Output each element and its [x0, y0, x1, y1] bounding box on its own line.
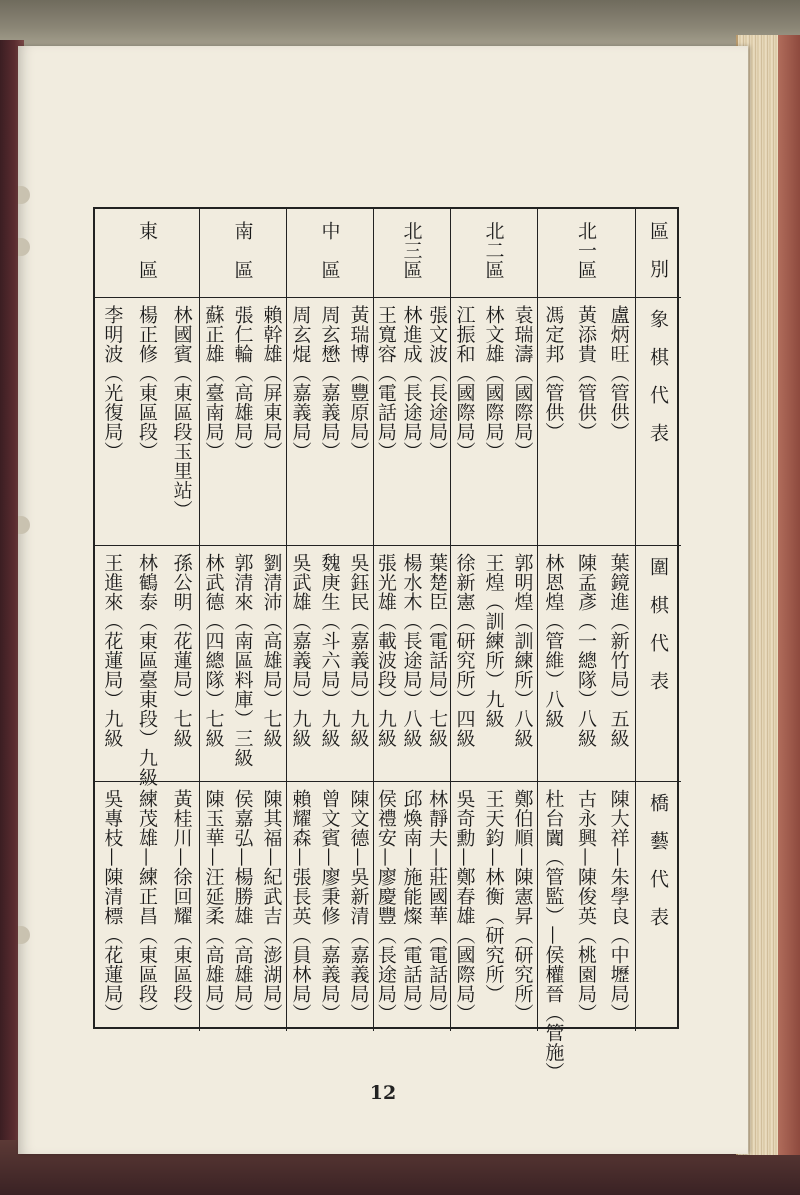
go-entry: 魏庚生（斗六局）九級 — [318, 553, 341, 748]
binding-hole — [18, 186, 30, 204]
go-entry: 陳孟彥（一總隊）八級 — [575, 553, 597, 748]
chess-entry: 張文波（長途局） — [426, 305, 449, 461]
go-entry: 葉鏡進（新竹局）五級 — [607, 553, 630, 748]
representatives-table — [93, 207, 679, 1082]
chess-entry: 李明波（光復局） — [101, 305, 124, 461]
go-entry: 徐新憲（研究所）四級 — [453, 553, 476, 748]
column-divider — [286, 209, 287, 1031]
go-entry: 郭清來（南區料庫）三級 — [231, 553, 254, 768]
binding-hole — [18, 238, 30, 256]
region-name: 北三區 — [400, 221, 423, 280]
column-divider — [537, 209, 538, 1031]
bridge-entry: 黃桂川—徐回耀（東區段） — [170, 789, 193, 1023]
bridge-entry: 練茂雄—練正昌（東區段） — [136, 789, 158, 1023]
go-entry: 吳武雄（嘉義局）九級 — [289, 553, 312, 748]
chess-entry: 楊正修（東區段） — [136, 305, 158, 461]
chess-entry: 黃瑞博（豐原局） — [347, 305, 370, 461]
chess-entry: 黃添貴（管供） — [575, 305, 597, 442]
region-name: 北一區 — [575, 221, 597, 280]
chess-entry: 蘇正雄（臺南局） — [202, 305, 225, 461]
bridge-entry: 曾文賓—廖秉修（嘉義局） — [318, 789, 341, 1023]
chess-entry: 張仁輪（高雄局） — [231, 305, 254, 461]
column-divider — [450, 209, 451, 1031]
chess-entry: 盧炳旺（管供） — [607, 305, 630, 442]
bridge-entry: 侯嘉弘—楊勝雄（高雄局） — [231, 789, 254, 1023]
chess-entry: 林進成（長途局） — [400, 305, 423, 461]
region-name: 北二區 — [482, 221, 505, 280]
page-number: 12 — [369, 1082, 397, 1104]
go-entry: 林恩煌（管維）八級 — [542, 553, 565, 729]
chess-entry: 林文雄（國際局） — [482, 305, 505, 461]
chess-entry: 林國賓（東區段玉里站） — [170, 305, 193, 520]
chess-entry: 江振和（國際局） — [453, 305, 476, 461]
chess-entry: 王寬容（電話局） — [374, 305, 397, 461]
column-divider — [373, 209, 374, 1031]
column-divider — [635, 209, 636, 1031]
bridge-entry: 賴耀森—張長英（員林局） — [289, 789, 312, 1023]
book-cover-top — [0, 0, 800, 46]
chess-entry: 周玄焜（嘉義局） — [289, 305, 312, 461]
section-divider — [95, 297, 681, 298]
bridge-entry: 古永興—陳俊英（桃園局） — [575, 789, 597, 1023]
bridge-entry: 吳奇勳—鄭春雄（國際局） — [453, 789, 476, 1023]
go-entry: 林鶴泰（東區臺東段）九級 — [136, 553, 158, 787]
bridge-entry: 王天鈞—林衡（研究所） — [482, 789, 505, 1004]
region-name: 中 區 — [318, 221, 341, 280]
bridge-entry: 林靜夫—莊國華（電話局） — [426, 789, 449, 1023]
chess-entry: 賴幹雄（屏東局） — [260, 305, 283, 461]
go-entry: 張光雄（載波段）九級 — [374, 553, 397, 748]
binding-hole — [18, 516, 30, 534]
bridge-entry: 邱煥南—施能燦（電話局） — [400, 789, 423, 1023]
bridge-entry: 侯禮安—廖慶豐（長途局） — [374, 789, 397, 1023]
column-divider — [199, 209, 200, 1031]
go-entry: 林武德（四總隊）七級 — [202, 553, 225, 748]
header-go: 圍 棋 代 表 — [647, 557, 669, 690]
go-entry: 孫公明（花蓮局）七級 — [170, 553, 193, 748]
header-chess: 象 棋 代 表 — [647, 309, 669, 442]
bridge-entry: 陳其福—紀武吉（澎湖局） — [260, 789, 283, 1023]
cover-edge — [778, 35, 800, 1155]
binding-hole — [18, 926, 30, 944]
go-entry: 王煌（訓練所）九級 — [482, 553, 505, 729]
bridge-entry: 陳大祥—朱學良（中壢局） — [607, 789, 630, 1023]
region-name: 南 區 — [231, 221, 254, 280]
go-entry: 葉楚臣（電話局）七級 — [426, 553, 449, 748]
bridge-entry: 吳專枝—陳清標（花蓮局） — [101, 789, 124, 1023]
bridge-entry: 陳玉華—汪延柔（高雄局） — [202, 789, 225, 1023]
bridge-entry: 鄭伯順—陳憲昇（研究所） — [511, 789, 534, 1023]
region-name: 東 區 — [136, 221, 158, 280]
go-entry: 郭明煌（訓練所）八級 — [511, 553, 534, 748]
section-divider — [95, 781, 681, 782]
bridge-entry: 杜台闐（管監）—侯權晉（管施） — [542, 789, 565, 1082]
go-entry: 王進來（花蓮局）九級 — [101, 553, 124, 748]
chess-entry: 周玄懋（嘉義局） — [318, 305, 341, 461]
go-entry: 劉清沛（高雄局）七級 — [260, 553, 283, 748]
chess-entry: 馮定邦（管供） — [542, 305, 565, 442]
header-region: 區 別 — [647, 221, 669, 278]
chess-entry: 袁瑞濤（國際局） — [511, 305, 534, 461]
bridge-entry: 陳文德—吳新清（嘉義局） — [347, 789, 370, 1023]
header-bridge: 橋 藝 代 表 — [647, 793, 669, 926]
go-entry: 楊水木（長途局）八級 — [400, 553, 423, 748]
section-divider — [95, 545, 681, 546]
go-entry: 吳鈺民（嘉義局）九級 — [347, 553, 370, 748]
